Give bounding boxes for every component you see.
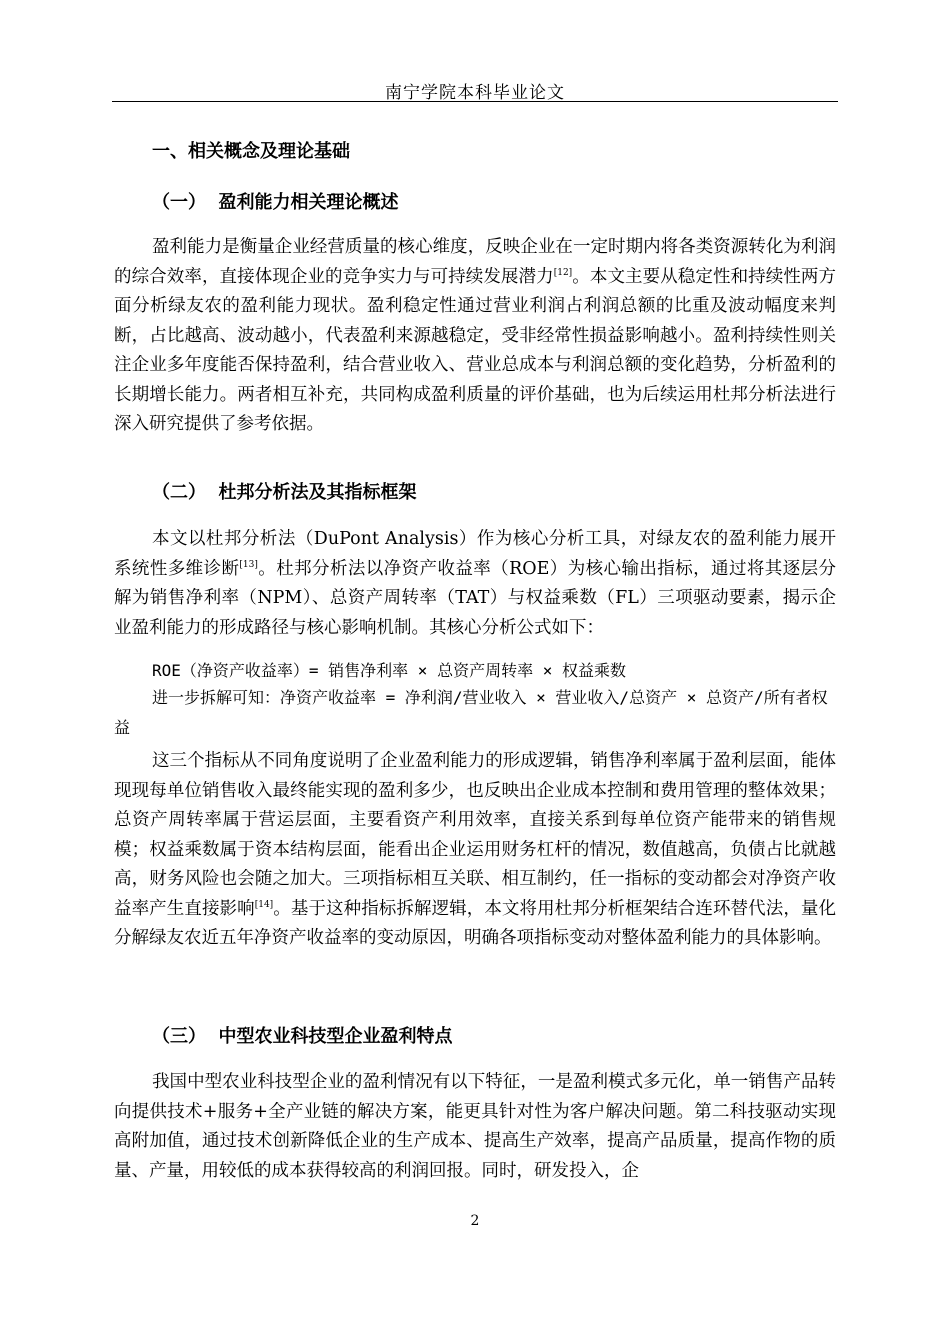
paragraph-text: 盈利能力是衡量企业经营质量的核心维度，反映企业在一定时期内将各类资源转化为利润的综合效率，直接体现企业的竞争实力与可持续发展潜力 [114,237,836,287]
citation-ref: [14] [254,899,274,910]
paragraph-text: 。本文主要从稳定性和持续性两方面分析绿友农的盈利能力现状。盈利稳定性通过营业利润占利润总额的比重及波动幅度来判断，占比越高、波动越小，代表盈利来源越稳定，受非经常性损益影响越小。盈利持续性则关注企业多年度能否保持盈利，结合营业收入、营业总成本与利润总额的变化趋势，分析盈利的长期增长能力。两者相互补充，共同构成盈利质量的评价基础，也为后续运用杜邦分析法进行深入研究提供了参考依据。 [114,266,837,434]
section-heading-1: 一、相关概念及理论基础 [152,141,350,162]
subsection-heading-1: （一） 盈利能力相关理论概述 [152,192,399,213]
subsection-heading-2: （二） 杜邦分析法及其指标框架 [152,482,417,503]
formula-roe: ROE（净资产收益率）= 销售净利率 × 总资产周转率 × 权益乘数 [152,661,626,680]
page-number: 2 [470,1213,480,1229]
paragraph-dupont-intro [114,525,836,643]
citation-ref: [12] [553,267,573,278]
paragraph-agri-tech-profit: 我国中型农业科技型企业的盈利情况有以下特征，一是盈利模式多元化，单一销售产品转向提供技术+服务+全产业链的解决方案，能更具针对性为客户解决问题。第二科技驱动实现高附加值，通过技术创新降低企业的生产成本、提高生产效率，提高产品质量，提高作物的质量、产量，用较低的成本获得较高的利润回报。同时，研发投入，企 [114,1072,836,1181]
paragraph-text: 。基于这种指标拆解逻辑，本文将用杜邦分析框架结合连环替代法，量化分解绿友农近五年净资产收益率的变动原因，明确各项指标变动对整体盈利能力的具体影响。 [114,898,836,948]
paragraph-text: 这三个指标从不同角度说明了企业盈利能力的形成逻辑，销售净利率属于盈利层面，能体现现每单位销售收入最终能实现的盈利多少，也反映出企业成本控制和费用管理的整体效果；总资产周转率属于营运层面，主要看资产利用效率，直接关系到每单位资产能带来的销售规模；权益乘数属于资本结构层面，能看出企业运用财务杠杆的情况，数值越高，负债占比就越高，财务风险也会随之加大。三项指标相互关联、相互制约，任一指标的变动都会对净资产收益率产生直接影响 [114,751,836,919]
running-header: 南宁学院本科毕业论文 [385,83,565,103]
subsection-heading-3: （三） 中型农业科技型企业盈利特点 [152,1026,453,1047]
paragraph-profitability [114,233,836,440]
paragraph-dupont-indicators [114,747,836,954]
paragraph-text: 。杜邦分析法以净资产收益率（ROE）为核心输出指标，通过将其逐层分解为销售净利率（NPM）、总资产周转率（TAT）与权益乘数（FL）三项驱动要素，揭示企业盈利能力的形成路径与核心影响机制。其核心分析公式如下： [114,558,837,638]
paragraph-text: 本文以杜邦分析法（DuPont Analysis）作为核心分析工具，对绿友农的盈利能力展开系统性多维诊断 [114,529,836,579]
citation-ref: [13] [239,559,258,570]
formula-roe-expanded: 进一步拆解可知：净资产收益率 = 净利润/营业收入 × 营业收入/总资产 × 总资产/所有者权益 [114,688,828,737]
header-rule [112,101,838,102]
